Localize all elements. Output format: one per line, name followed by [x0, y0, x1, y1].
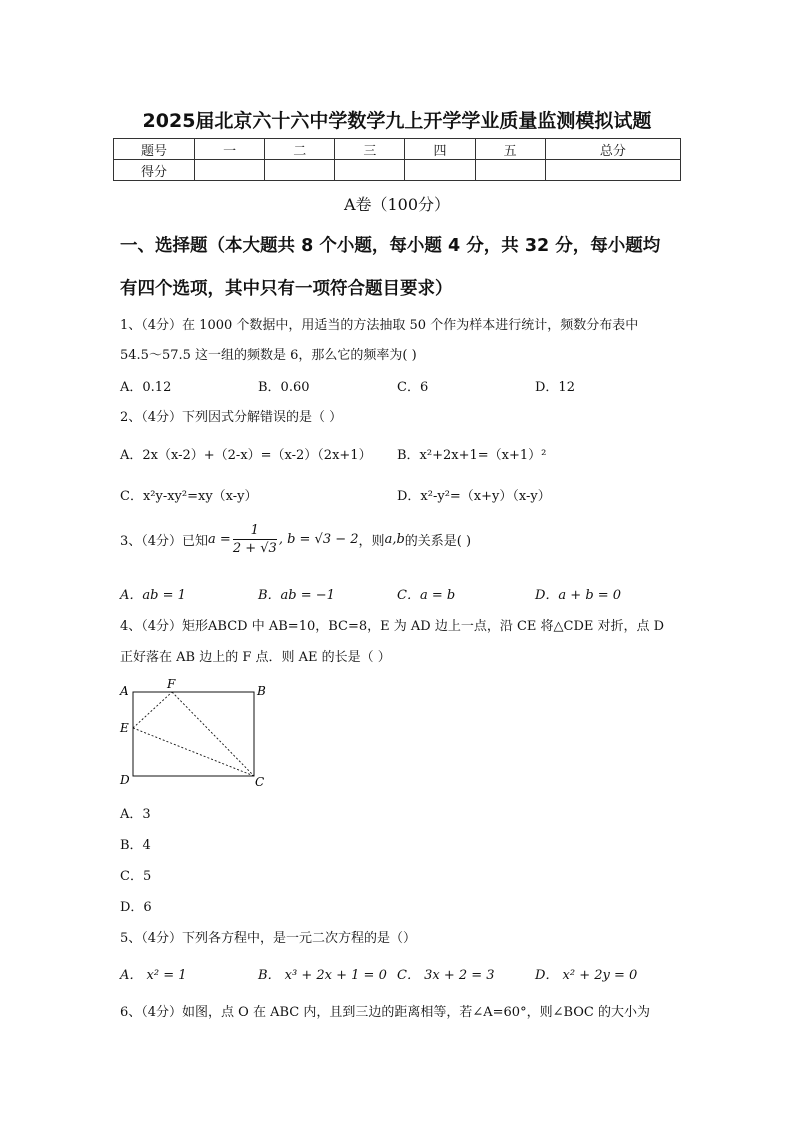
- score-cell: 一: [195, 139, 265, 160]
- q2-option-d[interactable]: D．x²-y²=（x+y）（x-y）: [397, 489, 551, 504]
- q3-numerator: 1: [233, 522, 277, 540]
- score-input-cell[interactable]: [545, 160, 680, 181]
- q3-option-d[interactable]: D．a + b = 0: [535, 588, 622, 603]
- score-table-score-row: [114, 160, 681, 181]
- q4-option-d[interactable]: D．6: [120, 900, 152, 915]
- q3-stem: [120, 522, 471, 557]
- score-input-cell[interactable]: [335, 160, 405, 181]
- score-cell: 题号: [114, 139, 195, 160]
- rectangle-fold-figure: [115, 676, 275, 791]
- section-a-heading: A卷（100分）: [343, 195, 451, 214]
- q4-option-b[interactable]: B．4: [120, 838, 151, 853]
- q5-stem: 5、（4分）下列各方程中，是一元二次方程的是（）: [120, 931, 417, 946]
- q4-option-c[interactable]: C．5: [120, 869, 152, 884]
- part1-heading-line2: 有四个选项，其中只有一项符合题目要求）: [120, 279, 453, 299]
- q1-stem-line2: 54.5～57.5 这一组的频数是 6，那么它的频率为( ): [120, 348, 417, 363]
- q3-option-a[interactable]: A．ab = 1: [120, 588, 186, 603]
- q1-option-a[interactable]: A．0.12: [120, 380, 172, 395]
- score-cell: 总分: [545, 139, 680, 160]
- score-table: [113, 138, 681, 181]
- score-input-cell[interactable]: [405, 160, 475, 181]
- page-title: 2025届北京六十六中学数学九上开学学业质量监测模拟试题: [142, 110, 652, 132]
- point-label-d: D: [120, 773, 130, 787]
- score-input-cell[interactable]: [475, 160, 545, 181]
- q2-option-a[interactable]: A．2x（x-2）+（2-x）=（x-2）（2x+1）: [120, 448, 372, 463]
- q5-option-a[interactable]: A． x² = 1: [120, 968, 187, 983]
- q4-option-a[interactable]: A．3: [120, 807, 151, 822]
- part1-heading-line1: 一、选择题（本大题共 8 个小题，每小题 4 分，共 32 分，每小题均: [120, 236, 661, 256]
- score-input-cell[interactable]: [195, 160, 265, 181]
- score-cell: 二: [265, 139, 335, 160]
- q3-fraction: [233, 522, 277, 557]
- score-cell: 五: [475, 139, 545, 160]
- q3-a-eq: a =: [208, 532, 231, 547]
- q2-stem: 2、（4分）下列因式分解错误的是（ ）: [120, 410, 343, 425]
- q3-prefix: 3、（4分）已知: [120, 534, 209, 549]
- q1-stem-line1: 1、（4分）在 1000 个数据中，用适当的方法抽取 50 个作为样本进行统计，频数分布表中: [120, 318, 639, 333]
- q1-option-b[interactable]: B．0.60: [258, 380, 310, 395]
- point-label-e: E: [120, 721, 129, 735]
- score-cell: 三: [335, 139, 405, 160]
- segment-ef: [133, 692, 172, 728]
- score-cell: 四: [405, 139, 475, 160]
- q1-option-c[interactable]: C．6: [397, 380, 429, 395]
- point-label-a: A: [120, 684, 129, 698]
- q3-suffix: ，则: [358, 534, 385, 549]
- q5-option-b[interactable]: B． x³ + 2x + 1 = 0: [258, 968, 387, 983]
- q2-option-c[interactable]: C．x²y-xy²=xy（x-y）: [120, 489, 258, 504]
- q4-stem-line1: 4、（4分）矩形ABCD 中 AB=10，BC=8，E 为 AD 边上一点，沿 CE 将△CDE 对折，点 D: [120, 619, 665, 634]
- rectangle-abcd: [133, 692, 254, 776]
- q3-suffix2: 的关系是( ): [404, 534, 472, 549]
- q3-option-c[interactable]: C．a = b: [397, 588, 456, 603]
- q2-option-b[interactable]: B．x²+2x+1=（x+1）²: [397, 448, 547, 463]
- q1-option-d[interactable]: D．12: [535, 380, 575, 395]
- q3-denominator: 2 + √3: [232, 541, 277, 556]
- score-table-header-row: [114, 139, 681, 160]
- q3-ab: a,b: [384, 532, 405, 547]
- score-input-cell[interactable]: [265, 160, 335, 181]
- q5-option-c[interactable]: C． 3x + 2 = 3: [397, 968, 495, 983]
- q3-option-b[interactable]: B．ab = −1: [258, 588, 335, 603]
- q3-b-part: , b = √3 − 2: [278, 532, 359, 547]
- q5-option-d[interactable]: D． x² + 2y = 0: [535, 968, 638, 983]
- score-row-label: 得分: [114, 160, 195, 181]
- point-label-f: F: [167, 677, 176, 691]
- segment-fc: [172, 692, 254, 776]
- point-label-c: C: [255, 775, 265, 789]
- segment-ec: [133, 728, 254, 776]
- q6-stem-line1: 6、（4分）如图，点 O 在 ABC 内，且到三边的距离相等，若∠A=60°，则∠BOC 的大小为: [120, 1005, 650, 1020]
- point-label-b: B: [257, 684, 266, 698]
- q4-stem-line2: 正好落在 AB 边上的 F 点．则 AE 的长是（ ）: [120, 650, 391, 665]
